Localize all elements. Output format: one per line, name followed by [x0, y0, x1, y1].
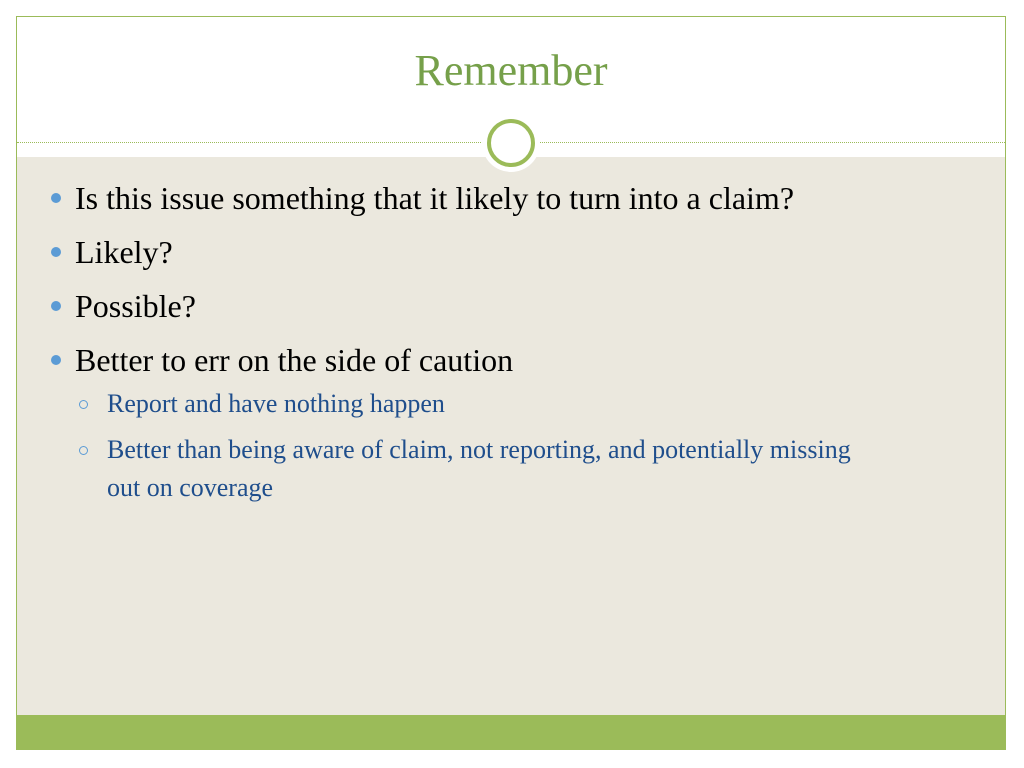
sub-bullet-item [49, 431, 867, 507]
bullet-icon [51, 301, 61, 311]
bullet-item [49, 339, 949, 381]
bullet-item [49, 285, 949, 327]
bullet-icon [51, 193, 61, 203]
sub-bullet-item [49, 385, 867, 423]
slide [16, 16, 1006, 750]
bullet-icon [51, 355, 61, 365]
bullet-item [49, 231, 949, 273]
bullet-item [49, 177, 949, 219]
sub-bullet-text: Report and have nothing happen [107, 389, 445, 418]
footer-bar [17, 715, 1005, 749]
bullet-text: Possible? [75, 288, 196, 324]
bullet-text: Is this issue something that it likely to turn into a claim? [75, 180, 795, 216]
bullet-list [49, 177, 949, 515]
bullet-icon [51, 247, 61, 257]
hollow-circle-icon [79, 400, 88, 409]
sub-bullet-list [49, 385, 949, 507]
bullet-text: Better to err on the side of caution [75, 342, 514, 378]
sub-bullet-text: Better than being aware of claim, not reporting, and potentially missing out on coverage [107, 435, 851, 502]
ring-ornament-icon [487, 119, 535, 167]
hollow-circle-icon [79, 446, 88, 455]
slide-title: Remember [414, 46, 608, 95]
sub-bullet-group [49, 385, 949, 507]
bullet-text: Likely? [75, 234, 173, 270]
